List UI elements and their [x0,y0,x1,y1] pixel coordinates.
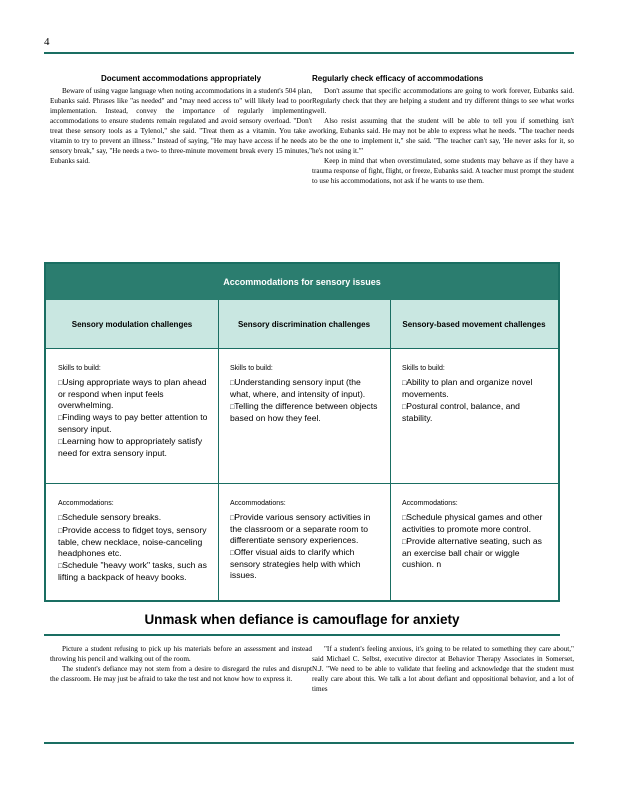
column-header: Sensory modulation challenges [46,300,218,348]
accommodations-cell [46,484,218,600]
accommodations-list [402,512,548,570]
skills-label: Skills to build: [230,365,273,372]
accommodations-table [44,262,560,602]
list-item: □ Provide alternative seating, such as an exercise ball chair or wiggle cushion. n [402,536,548,570]
left-paragraph: Beware of using vague language when noting accommodations in a student's 504 plan, Eubanks said. Phrases like "as needed" and "may need access to" will likely lead to poor implementation. Instead, convey the importance of regularly implementing accommodations to ensure students remain regulated and avoid sensory overload. "Don't treat these sensory tools as a Tylenol," she said. "Treat them as a vitamin. You take a vitamin to try to prevent an illness." Instead of saying, "He may have access if he needs a sensory break," say, "He needs a two- to three-minute movement break every 15 minutes," Eubanks said. [50,87,312,165]
article-paragraph: "If a student's feeling anxious, it's going to be related to something they care about," said Michael C. Selbst, executive director at Behavior Therapy Associates in Somerset, N.J. "We need to be able to validate that feeling and acknowledge that the student must really care about this. We talk a lot about defiant and oppositional behavior, and a lot of times [312,645,574,693]
list-item: □ Schedule "heavy work" tasks, such as lifting a backpack of heavy books. [58,560,208,583]
right-column-heading: Regularly check efficacy of accommodations [312,74,484,83]
accommodations-cell [390,484,558,600]
list-item: □ Schedule physical games and other activities to promote more control. [402,512,548,535]
list-item: □ Provide various sensory activities in the classroom or a separate room to differentiate sensory experiences. [230,512,380,546]
column-header: Sensory-based movement challenges [390,300,558,348]
article-paragraph: The student's defiance may not stem from a desire to disregard the rules and disrupt the classroom. He may just be afraid to take the test and not know how to express it. [50,665,312,683]
list-item: □ Understanding sensory input (the what, where, and intensity of input). [230,377,380,400]
left-column [50,74,312,166]
article-right-column [312,644,574,694]
skills-cell [218,349,390,483]
bottom-rule [44,742,574,744]
list-item: □ Provide access to fidget toys, sensory table, chew necklace, noise-canceling headphones etc. [58,525,208,559]
skills-label: Skills to build: [402,365,445,372]
accommodations-label: Accommodations: [230,500,286,507]
right-paragraph: Also resist assuming that the student will be able to tell you if something isn't working, Eubanks said. He may not be able to express what he needs. "The teacher needs to be the one to implement it," she said. "The teacher can't say, 'He never asks for it, so he's not using it.'" [312,117,574,155]
list-item: □ Ability to plan and organize novel movements. [402,377,548,400]
right-column [312,74,574,186]
article-headline: Unmask when defiance is camouflage for anxiety [144,612,460,627]
page-number: 4 [44,36,50,48]
top-rule [44,52,574,54]
skills-cell [390,349,558,483]
list-item: □ Learning how to appropriately satisfy need for extra sensory input. [58,436,208,459]
right-paragraph: Don't assume that specific accommodations are going to work forever, Eubanks said. Regularly check that they are helping a student and try different things to see what works well. [312,87,574,115]
list-item: □ Postural control, balance, and stability. [402,401,548,424]
skills-list [230,377,380,424]
list-item: □ Telling the difference between objects based on how they feel. [230,401,380,424]
skills-label: Skills to build: [58,365,101,372]
right-paragraph: Keep in mind that when overstimulated, some students may behave as if they have a trauma response of fight, flight, or freeze, Eubanks said. A teacher must prompt the student to use his accommodations, not ask if he wants to use them. [312,157,574,185]
accommodations-list [58,512,208,583]
list-item: □ Finding ways to pay better attention to sensory input. [58,412,208,435]
accommodations-cell [218,484,390,600]
left-column-heading: Document accommodations appropriately [100,74,262,83]
table-title: Accommodations for sensory issues [46,264,558,300]
skills-list [402,377,548,424]
list-item: □ Offer visual aids to clarify which sensory strategies help with which issues. [230,547,380,581]
headline-rule [44,634,560,636]
list-item: □ Using appropriate ways to plan ahead or respond when input feels overwhelming. [58,377,208,411]
accommodations-list [230,512,380,581]
column-header: Sensory discrimination challenges [218,300,390,348]
skills-list [58,377,208,459]
list-item: □ Schedule sensory breaks. [58,512,208,524]
skills-cell [46,349,218,483]
article-paragraph: Picture a student refusing to pick up his materials before an assessment and instead throwing his pencil and walking out of the room. [50,645,312,663]
accommodations-label: Accommodations: [402,500,458,507]
article-left-column [50,644,312,684]
accommodations-label: Accommodations: [58,500,114,507]
